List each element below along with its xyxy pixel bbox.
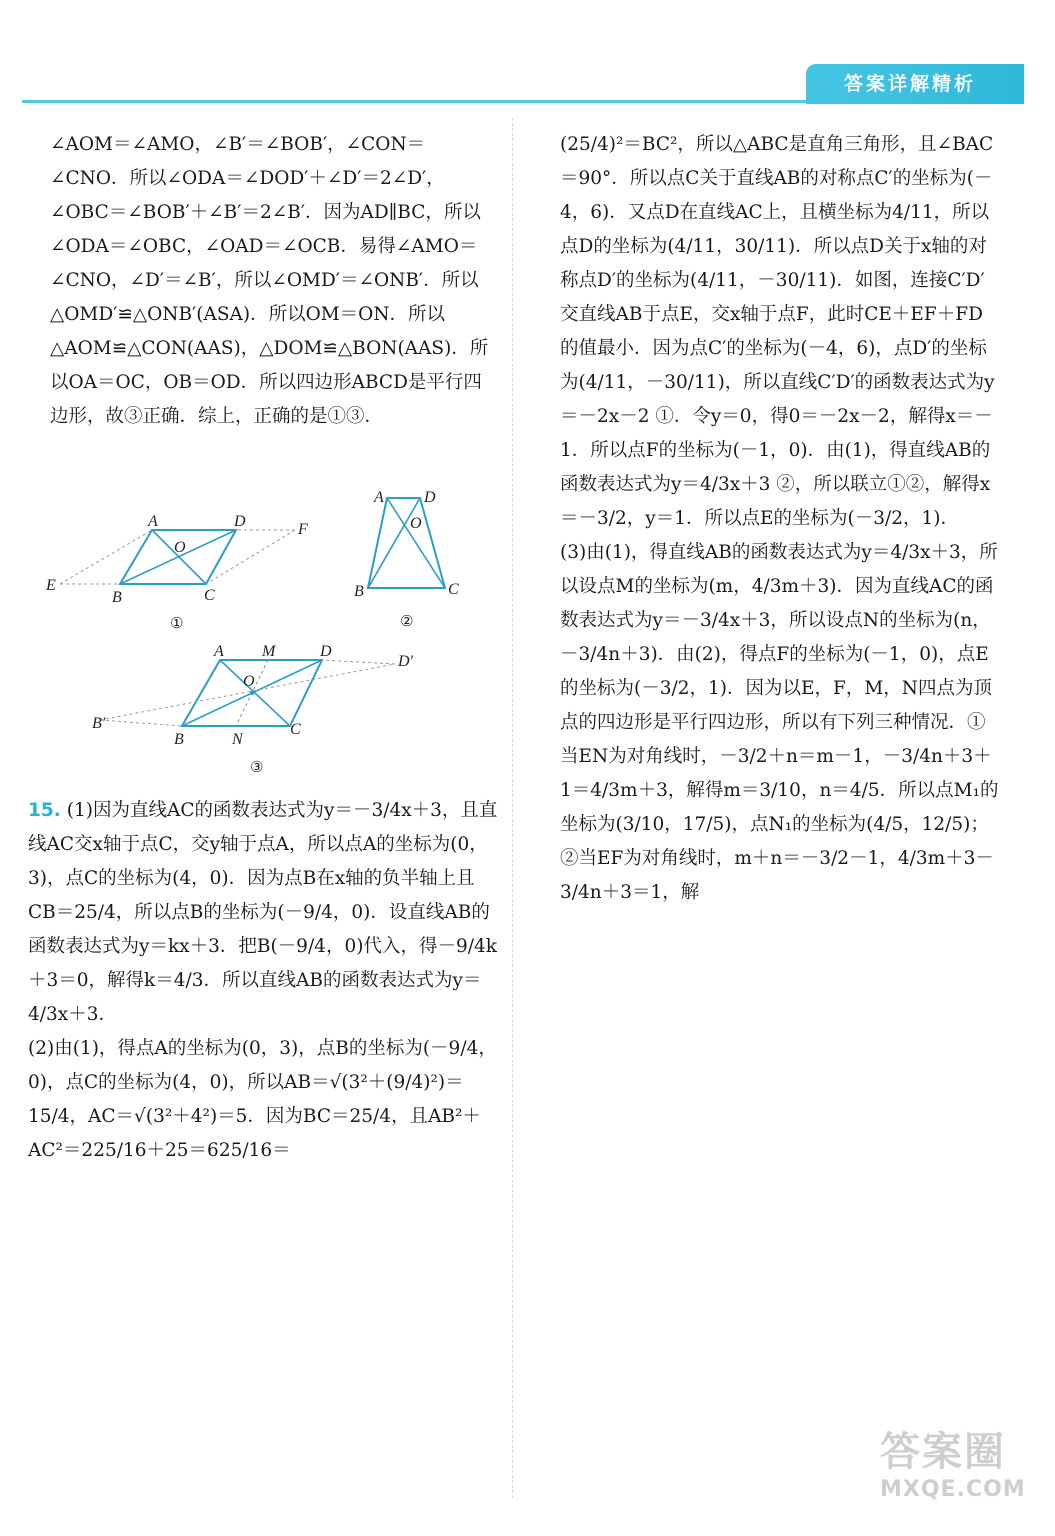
label-o-2: O — [410, 515, 422, 532]
diagonal-bd-2 — [368, 498, 420, 588]
label-d-1: D — [234, 513, 246, 530]
question-15 — [28, 794, 500, 1168]
label-m-3: M — [262, 643, 276, 660]
figures-area — [40, 490, 500, 780]
label-b-2: B — [354, 583, 364, 600]
trapezoid-abcd-2 — [368, 498, 445, 588]
solution-paragraph: ∠AOM＝∠AMO，∠B′＝∠BOB′，∠CON＝∠CNO．所以∠ODA＝∠DOD′＋∠D′＝2∠D′，∠OBC＝∠BOB′＋∠B′＝2∠B′．因为AD∥BC，所以∠ODA＝∠OBC，∠OAD＝∠OCB．易得∠AMO＝∠CNO，∠D′＝∠B′，所以∠OMD′＝∠ONB′．所以△OMD′≌△ONB′(ASA)．所以OM＝ON．所以△AOM≌△CON(AAS)，△DOM≌△BON(AAS)．所以OA＝OC，OB＝OD．所以四边形ABCD是平行四边形，故③正确．综上，正确的是①③． — [50, 134, 489, 427]
point-o-3 — [250, 691, 254, 695]
label-d-prime-3: D′ — [398, 653, 414, 670]
header-rule — [22, 100, 817, 103]
q15-part-1-text: (1)因为直线AC的函数表达式为y＝－3/4x＋3，且直线AC交x轴于点C，交y轴于点A，所以点A的坐标为(0，3)，点C的坐标为(4，0)．因为点B在x轴的负半轴上且CB＝25/4，所以点B的坐标为(－9/4，0)．设直线AB的函数表达式为y＝kx＋3．把B(－9/4，0)代入，得－9/4k＋3＝0，解得k＝4/3．所以直线AB的函数表达式为y＝4/3x＋3． — [28, 800, 498, 1025]
label-e-1: E — [46, 577, 56, 594]
label-a-1: A — [148, 513, 158, 530]
label-o-1: O — [174, 539, 186, 556]
figure-1 — [45, 513, 308, 632]
dash-d-prime-d — [322, 660, 395, 664]
watermark-text: 答案圈 — [880, 1429, 1006, 1475]
diagonal-ac-3 — [220, 660, 290, 726]
label-d-2: D — [424, 490, 436, 506]
label-a-2: A — [374, 490, 384, 506]
q15-part-3: (3)由(1)，得直线AB的函数表达式为y＝4/3x＋3，所以设点M的坐标为(m，4/3m＋3)．因为直线AC的函数表达式为y＝－3/4x＋3，所以设点N的坐标为(n，－3/4n＋3)．由(2)，得点F的坐标为(－1，0)，点E的坐标为(－3/2，1)．因为以E，F，M，N四点为顶点的四边形是平行四边形，所以有下列三种情况．①当EN为对角线时，－3/2＋n＝m－1，－3/4n＋3＋1＝4/3m＋3，解得m＝3/10，n＝4/5．所以点M₁的坐标为(3/10，17/5)，点N₁的坐标为(4/5，12/5)；②当EF为对角线时，m＋n＝－3/2－1，4/3m＋3－3/4n＋3＝1，解 — [560, 542, 999, 903]
q15-part-1 — [28, 794, 500, 1032]
geometry-figures — [40, 490, 500, 780]
figure-3-caption: ③ — [250, 758, 264, 776]
label-o-3: O — [243, 673, 255, 690]
label-b-prime-3: B′ — [92, 715, 106, 732]
question-number: 15. — [28, 800, 61, 821]
label-c-1: C — [204, 587, 215, 604]
figure-2 — [354, 490, 459, 630]
q15-part-2-continued: (25/4)²＝BC²，所以△ABC是直角三角形，且∠BAC＝90°．所以点C关于直线AB的对称点C′的坐标为(－4，6)．又点D在直线AC上，且横坐标为4/11，所以点D的坐标为(4/11，30/11)．所以点D关于x轴的对称点D′的坐标为(4/11，－30/11)．如图，连接C′D′交直线AB于点E，交x轴于点F，此时CE＋EF＋FD的值最小．因为点C′的坐标为(－4，6)，点D′的坐标为(4/11，－30/11)，所以直线C′D′的函数表达式为y＝－2x－2 ①．令y＝0，得0＝－2x－2，解得x＝－1．所以点F的坐标为(－1，0)．由(1)，得直线AB的函数表达式为y＝4/3x＋3 ②，所以联立①②，解得x＝－3/2，y＝1．所以点E的坐标为(－3/2，1)． — [560, 134, 995, 529]
label-b-1: B — [112, 589, 122, 606]
label-d-3: D — [320, 643, 332, 660]
figure-2-caption: ② — [400, 612, 414, 630]
label-b-3: B — [174, 731, 184, 748]
figure-3 — [92, 643, 414, 776]
dash-b-prime-b — [100, 720, 182, 726]
label-c-2: C — [448, 581, 459, 598]
q15-part-2: (2)由(1)，得点A的坐标为(0，3)，点B的坐标为(－9/4，0)，点C的坐标为(4，0)，所以AB＝√(3²＋(9/4)²)＝15/4，AC＝√(3²＋4²)＝5．因为BC＝25/4，且AB²＋AC²＝225/16＋25＝625/16＝ — [28, 1038, 497, 1161]
label-c-3: C — [290, 721, 301, 738]
figure-1-caption: ① — [170, 614, 184, 632]
right-column — [560, 128, 1000, 910]
label-f-1: F — [298, 521, 308, 538]
left-column-top — [50, 128, 500, 434]
watermark-url: MXQE.COM — [880, 1477, 1026, 1502]
header-title: 答案详解精析 — [806, 64, 1024, 104]
diagonal-ac-2 — [387, 498, 445, 588]
label-a-3: A — [214, 643, 224, 660]
column-divider — [512, 118, 513, 1498]
watermark-logo — [880, 1420, 1030, 1520]
label-n-3: N — [232, 731, 243, 748]
